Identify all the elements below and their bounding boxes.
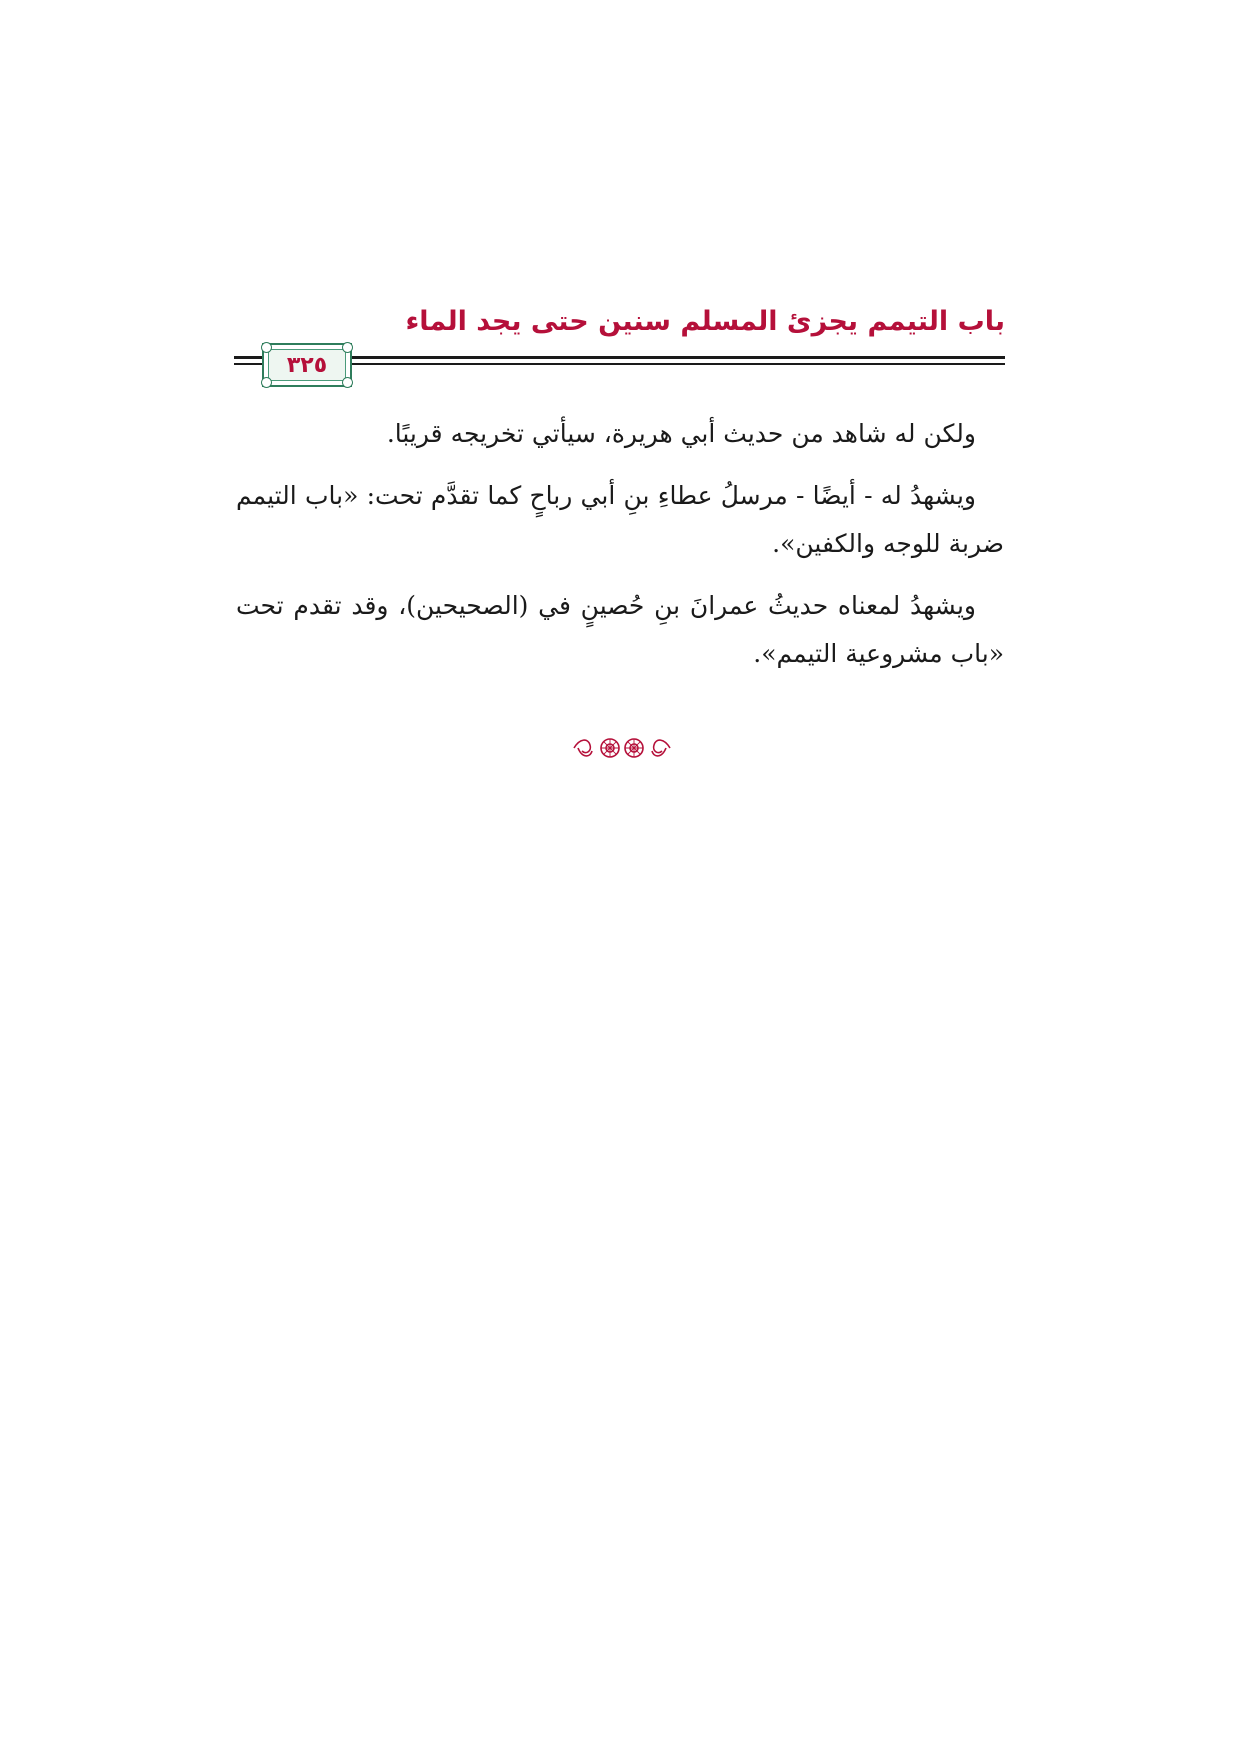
frame-corner-icon [342, 342, 353, 353]
page-number-badge [262, 343, 352, 387]
page-number: ٣٢٥ [286, 352, 328, 378]
frame-corner-icon [261, 342, 272, 353]
chapter-title: باب التيمم يجزئ المسلم سنين حتى يجد الماء [405, 306, 1005, 337]
floral-divider-icon [570, 733, 674, 763]
paragraph: ولكن له شاهد من حديث أبي هريرة، سيأتي تخريجه قريبًا. [386, 419, 976, 448]
frame-corner-icon [342, 377, 353, 388]
frame-corner-icon [261, 377, 272, 388]
paragraph: ويشهدُ لمعناه حديثُ عمرانَ بنِ حُصينٍ في (الصحيحين)، وقد تقدم تحت «باب مشروعية التيمم». [236, 591, 1004, 668]
paragraph: ويشهدُ له - أيضًا - مرسلُ عطاءِ بنِ أبي رباحٍ كما تقدَّم تحت: «باب التيمم ضربة للوجه والكفين». [236, 481, 1004, 558]
body-text [236, 410, 1004, 692]
